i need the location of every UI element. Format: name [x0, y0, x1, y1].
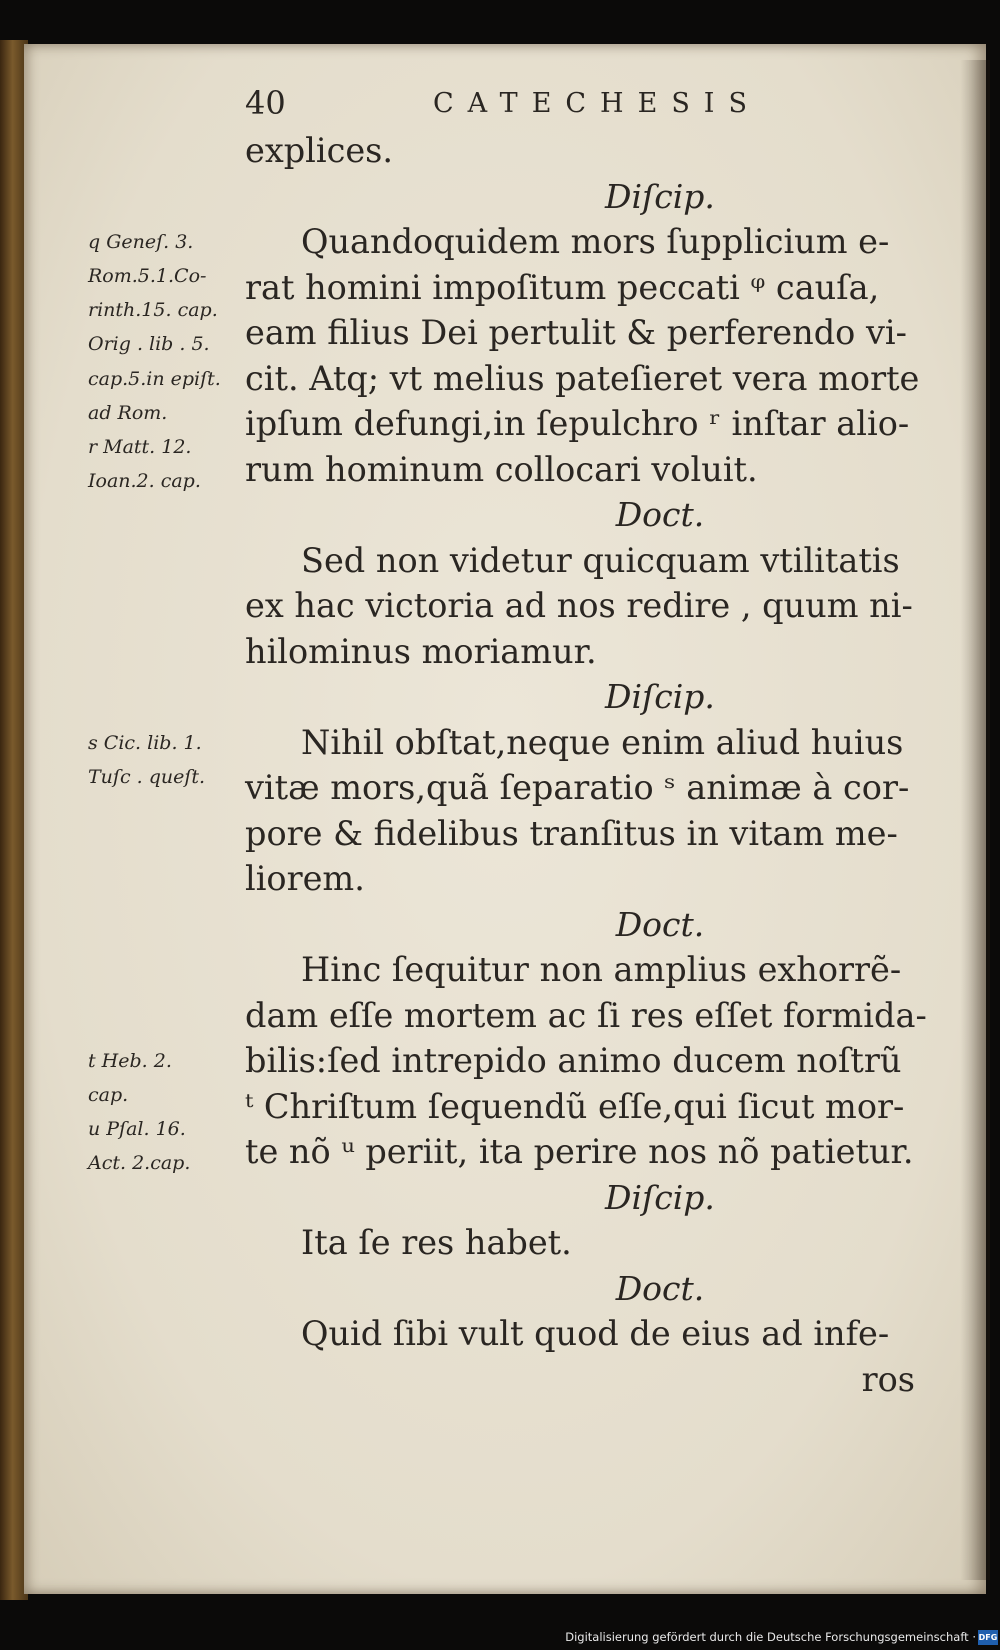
text-line: ros	[861, 1359, 915, 1399]
dfg-logo-icon: DFG	[978, 1630, 998, 1645]
margin-note: Tuſc . queſt.	[88, 765, 206, 788]
speaker-label: Doct.	[615, 495, 705, 534]
text-line: Hinc ſequitur non amplius exhorrẽ-	[301, 950, 902, 989]
text-line: Quid ſibi vult quod de eius ad infe-	[301, 1314, 890, 1353]
text-line: te nõ ᵘ periit, ita perire nos nõ patietur.	[245, 1132, 914, 1171]
margin-note: Orig . lib . 5.	[88, 333, 210, 356]
text-line: ex hac victoria ad nos redire , quum ni-	[245, 586, 913, 625]
page-header	[245, 84, 805, 124]
text-line: Ita ſe res habet.	[301, 1223, 572, 1262]
text-line: Quandoquidem mors ſupplicium e-	[301, 222, 890, 261]
text-line: vitæ mors,quã ſeparatio ˢ animæ à cor-	[245, 768, 910, 807]
text-line: rat homini impoſitum peccati ᵠ cauſa,	[245, 267, 880, 307]
speaker-label: Diſcip.	[605, 677, 715, 716]
speaker-label: Doct.	[615, 1268, 705, 1308]
page-gutter-shadow	[960, 60, 990, 1580]
margin-note: ad Rom.	[88, 401, 168, 424]
margin-note: rinth.15. cap.	[88, 299, 218, 322]
text-line: explices.	[245, 131, 394, 170]
text-line: ᵗ Chriſtum ſequendũ eſſe,qui ſicut mor-	[245, 1086, 905, 1126]
margin-note: r Matt. 12.	[88, 435, 192, 458]
speaker-label: Diſcip.	[605, 176, 715, 216]
text-line: bilis:ſed intrepido animo ducem noſtrũ	[245, 1041, 902, 1080]
speaker-label: Doct.	[615, 904, 705, 944]
text-line: rum hominum collocari voluit.	[245, 449, 758, 489]
text-line: ipſum defungi,in ſepulchro ʳ inſtar alio-	[245, 404, 910, 443]
margin-note: Ioan.2. cap.	[88, 469, 201, 492]
margin-note: s Cic. lib. 1.	[88, 731, 202, 754]
text-line: liorem.	[245, 859, 365, 898]
body-text	[245, 128, 935, 1402]
footer-credit: Digitalisierung gefördert durch die Deutsche Forschungsgemeinschaft ·	[565, 1630, 976, 1644]
margin-note: Act. 2.cap.	[88, 1152, 191, 1175]
page-number: 40	[245, 84, 286, 122]
margin-note: u Pſal. 16.	[88, 1118, 186, 1141]
margin-note: cap.	[88, 1084, 129, 1107]
footer-bar	[565, 1627, 1000, 1650]
speaker-label: Diſcip.	[605, 1177, 715, 1217]
text-line: Sed non videtur quicquam vtilitatis	[301, 540, 900, 580]
text-line: Nihil obſtat,neque enim aliud huius	[301, 722, 904, 762]
text-line: cit. Atq; vt melius pateſieret vera morte	[245, 358, 920, 398]
margin-note: Rom.5.1.Co-	[88, 265, 207, 288]
margin-note: q Geneſ. 3.	[88, 231, 194, 253]
text-line: pore & fidelibus tranſitus in vitam me-	[245, 813, 898, 853]
margin-note: cap.5.in epiſt.	[88, 367, 221, 390]
margin-note: t Heb. 2.	[88, 1050, 172, 1072]
running-title: CATECHESIS	[433, 88, 761, 119]
text-line: eam filius Dei pertulit & perferendo vi-	[245, 313, 907, 352]
text-line: hilominus moriamur.	[245, 631, 597, 671]
text-line: dam eſſe mortem ac ſi res eſſet formida-	[245, 995, 927, 1035]
